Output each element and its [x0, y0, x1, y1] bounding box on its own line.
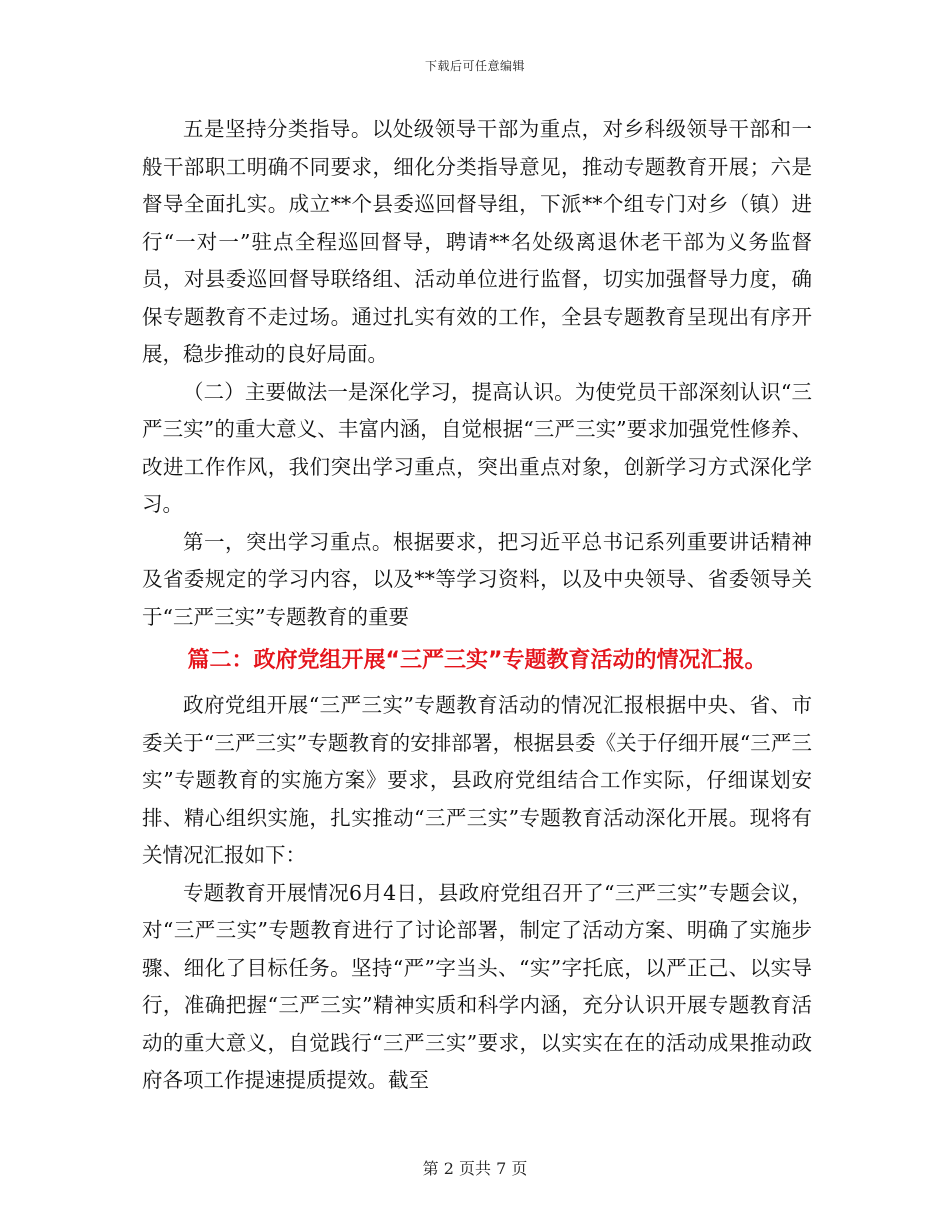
body-paragraph: （二）主要做法一是深化学习，提高认识。为使党员干部深刻认识“三严三实”的重大意义、丰富内涵，自觉根据“三严三实”要求加强党性修养、改进工作作风，我们突出学习重点，突出重点对象，创新学习方式深化学习。 — [142, 379, 812, 516]
document-body — [142, 111, 812, 1100]
page-footer: 第 2 页共 7 页 — [422, 1159, 528, 1178]
body-paragraph: 专题教育开展情况6月4日，县政府党组召开了“三严三实”专题会议，对“三严三实”专题教育进行了讨论部署，制定了活动方案、明确了实施步骤、细化了目标任务。坚持“严”字当头、“实”字托底，以严正己、以实导行，准确把握“三严三实”精神实质和科学内涵，充分认识开展专题教育活动的重大意义，自觉践行“三严三实”要求，以实实在在的活动成果推动政府各项工作提速提质提效。截至 — [142, 880, 812, 1092]
page-header: 下载后可任意编辑 — [424, 59, 525, 73]
body-paragraph: 五是坚持分类指导。以处级领导干部为重点，对乡科级领导干部和一般干部职工明确不同要求，细化分类指导意见，推动专题教育开展；六是督导全面扎实。成立**个县委巡回督导组，下派**个组专门对乡（镇）进行“一对一”驻点全程巡回督导，聘请**名处级离退休老干部为义务监督员，对县委巡回督导联络组、活动单位进行监督，切实加强督导力度，确保专题教育不走过场。通过扎实有效的工作，全县专题教育呈现出有序开展，稳步推动的良好局面。 — [142, 117, 812, 366]
body-paragraph: 第一，突出学习重点。根据要求，把习近平总书记系列重要讲话精神及省委规定的学习内容，以及**等学习资料，以及中央领导、省委领导关于“三严三实”专题教育的重要 — [142, 529, 812, 629]
section-heading: 篇二：政府党组开展“三严三实”专题教育活动的情况汇报。 — [187, 648, 767, 673]
body-paragraph: 政府党组开展“三严三实”专题教育活动的情况汇报根据中央、省、市委关于“三严三实”专题教育的安排部署，根据县委《关于仔细开展“三严三实”专题教育的实施方案》要求，县政府党组结合工作实际，仔细谋划安排、精心组织实施，扎实推动“三严三实”专题教育活动深化开展。现将有关情况汇报如下： — [142, 693, 812, 867]
